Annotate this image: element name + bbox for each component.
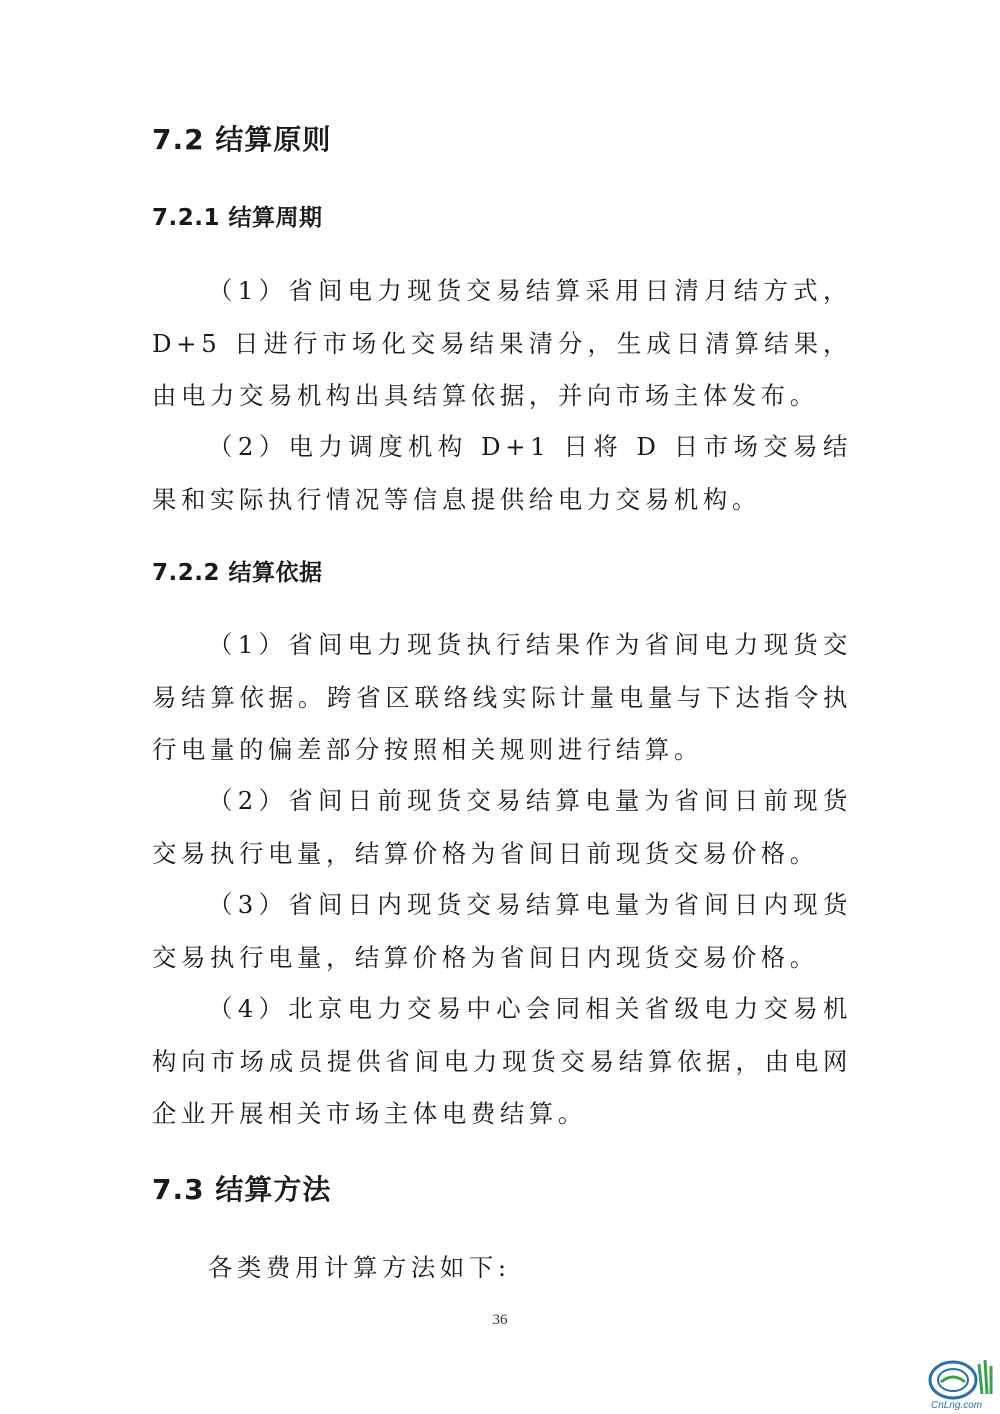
- section-7-2-2-heading: 7.2.2 结算依据: [152, 560, 323, 586]
- paragraph-7-2-2-item-3: （3）省间日内现货交易结算电量为省间日内现货交易执行电量，结算价格为省间日内现货交易价格。: [152, 890, 852, 972]
- logo-ring-icon: [930, 1362, 976, 1398]
- logo-text: CnLng.com: [931, 1400, 983, 1410]
- logo-grass-icon: [979, 1360, 991, 1394]
- section-7-3-heading: 7.3 结算方法: [152, 1173, 332, 1206]
- paragraph-7-2-2-item-4: （4）北京电力交易中心会同相关省级电力交易机构向市场成员提供省间电力现货交易结算依据，由电网企业开展相关市场主体电费结算。: [152, 994, 852, 1128]
- paragraph-7-2-1-item-2: （2）电力调度机构 D+1 日将 D 日市场交易结果和实际执行情况等信息提供给电力交易机构。: [152, 432, 852, 514]
- paragraph-7-2-2-item-2: （2）省间日前现货交易结算电量为省间日前现货交易执行电量，结算价格为省间日前现货交易价格。: [152, 786, 852, 868]
- section-7-2-heading: 7.2 结算原则: [152, 123, 332, 156]
- paragraph-7-2-1-item-1: （1）省间电力现货交易结算采用日清月结方式，D+5 日进行市场化交易结果清分，生成日清算结果，由电力交易机构出具结算依据，并向市场主体发布。: [152, 276, 852, 410]
- page-number: 36: [492, 1312, 508, 1328]
- paragraph-7-2-2-item-1: （1）省间电力现货执行结果作为省间电力现货交易结算依据。跨省区联络线实际计量电量与下达指令执行电量的偏差部分按照相关规则进行结算。: [152, 630, 852, 764]
- paragraph-7-3-intro: 各类费用计算方法如下:: [208, 1253, 511, 1282]
- section-7-2-1-heading: 7.2.1 结算周期: [152, 205, 323, 231]
- cnlng-watermark-logo-icon: [927, 1354, 997, 1410]
- logo-wave-icon: [941, 1377, 965, 1382]
